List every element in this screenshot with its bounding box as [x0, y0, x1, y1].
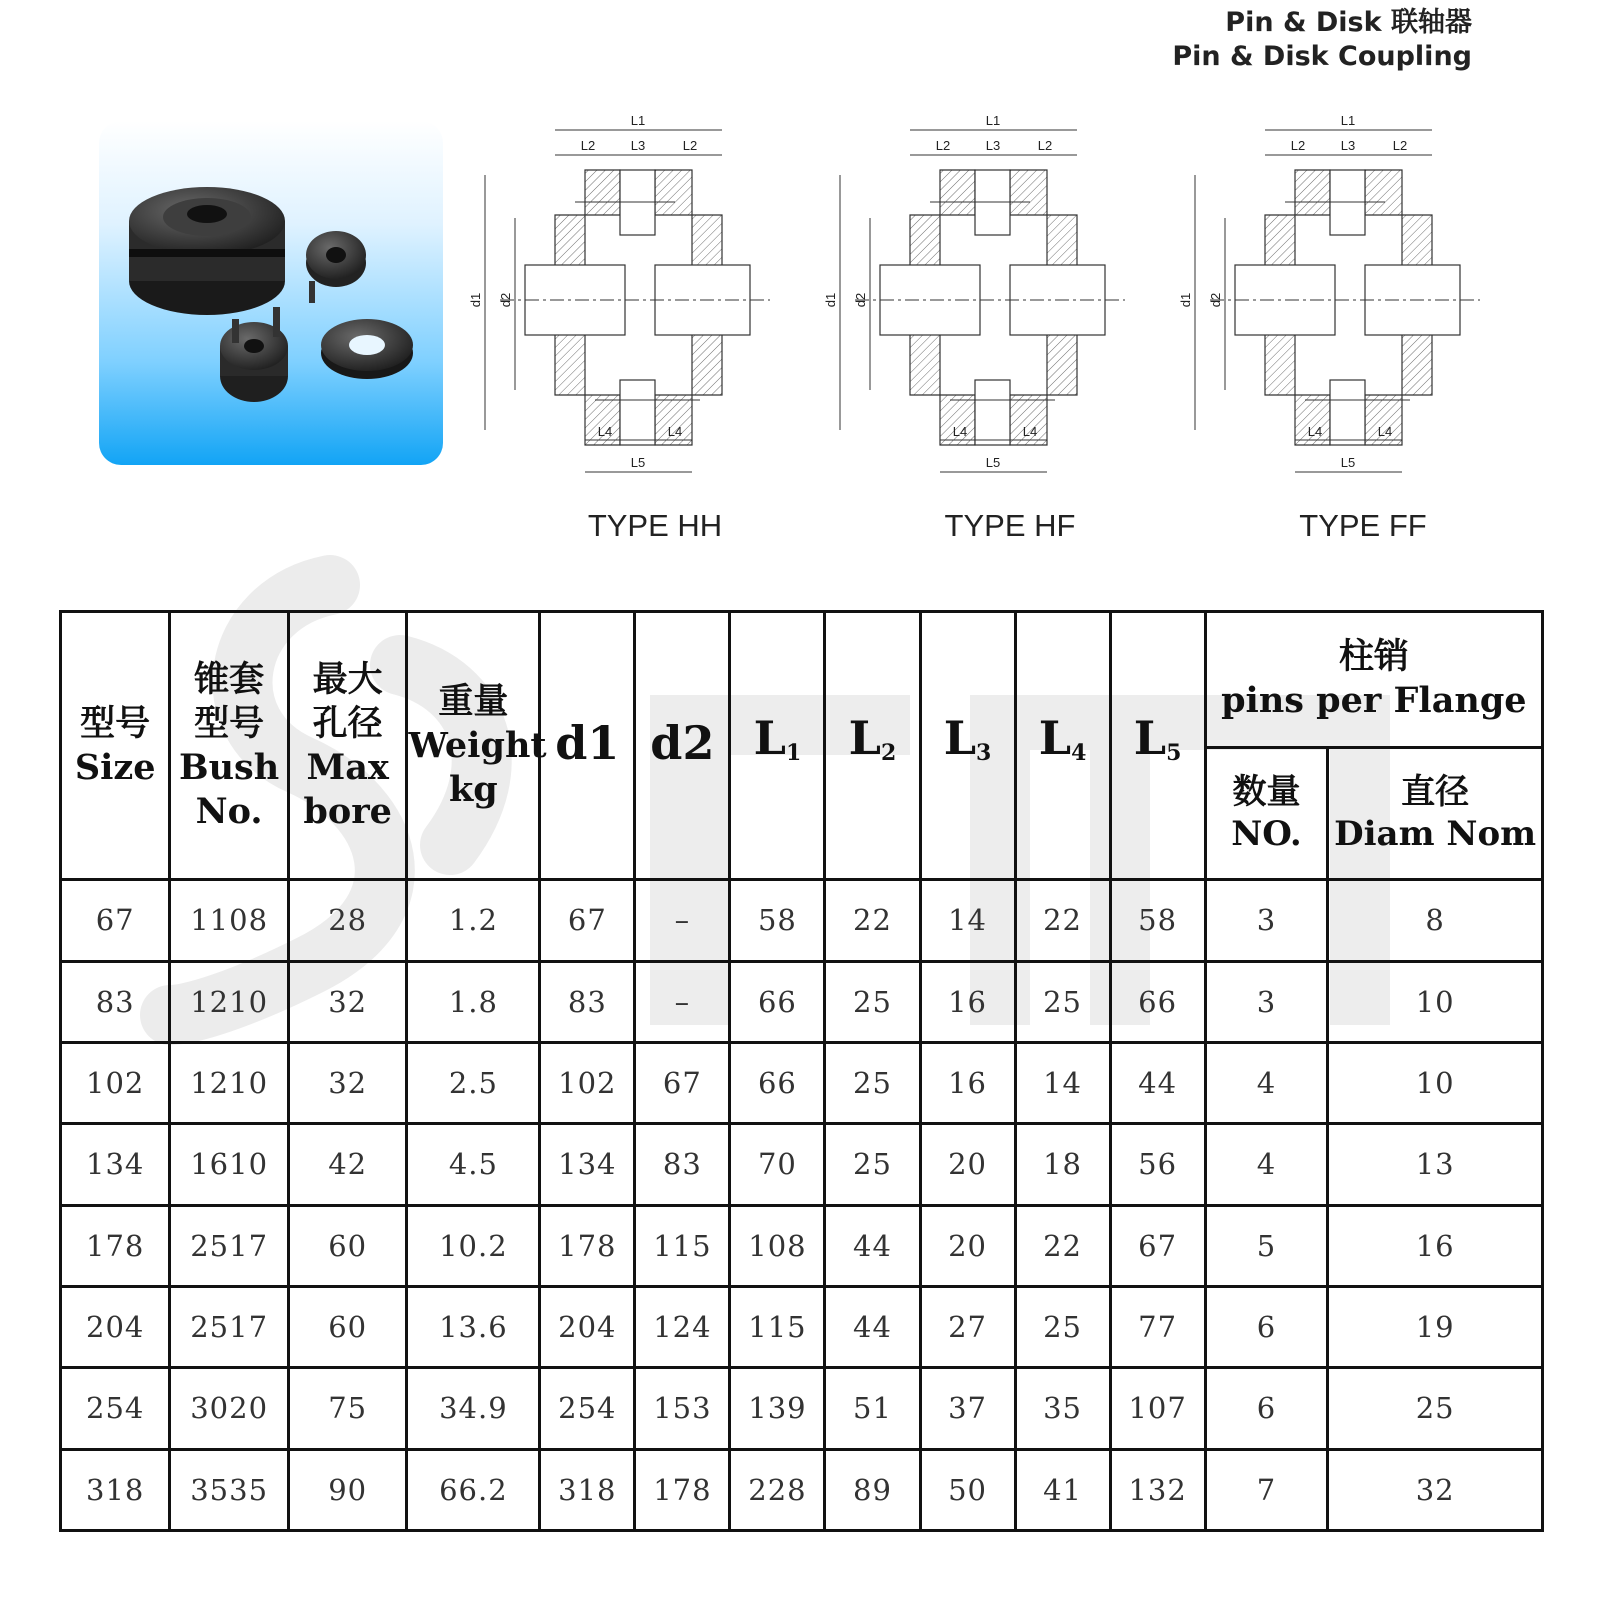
header-bush-en1: Bush — [179, 746, 280, 788]
table-cell: 3 — [1205, 961, 1328, 1042]
label-l2-left: L2 — [1290, 138, 1306, 153]
table-cell: 89 — [825, 1449, 920, 1530]
table-cell: 50 — [920, 1449, 1015, 1530]
table-cell: 25 — [1015, 961, 1110, 1042]
table-cell: 20 — [920, 1124, 1015, 1205]
header-l5-letter: L — [1133, 711, 1167, 766]
label-l4-left: L4 — [1307, 424, 1323, 439]
table-cell: 318 — [540, 1449, 635, 1530]
header-size-cn: 型号 — [80, 702, 151, 744]
table-row — [61, 1286, 1543, 1367]
table-cell: 22 — [825, 880, 920, 961]
table-cell: 3020 — [170, 1368, 289, 1449]
table-cell: 83 — [540, 961, 635, 1042]
type-ff-label: TYPE FF — [1299, 508, 1427, 543]
table-cell: 1.8 — [407, 961, 540, 1042]
product-photo — [99, 121, 443, 465]
header-l5-sub: 5 — [1166, 740, 1182, 767]
table-cell: 35 — [1015, 1368, 1110, 1449]
header-l1-sub: 1 — [785, 740, 802, 767]
header-diam-en: Diam Nom — [1334, 814, 1537, 855]
table-row — [61, 961, 1543, 1042]
header-d2-text: d2 — [650, 716, 715, 771]
label-d1: d1 — [468, 292, 483, 308]
table-cell: 58 — [1110, 880, 1205, 961]
table-cell: 2517 — [170, 1205, 289, 1286]
table-cell: 10 — [1328, 1042, 1543, 1123]
table-cell: 22 — [1015, 1205, 1110, 1286]
label-l2-left: L2 — [935, 138, 951, 153]
label-l3: L3 — [1340, 138, 1356, 153]
header-no-en: NO. — [1231, 814, 1302, 855]
table-cell: 60 — [288, 1205, 407, 1286]
header-size-en: Size — [74, 746, 156, 788]
table-cell: 66 — [1110, 961, 1205, 1042]
label-l2-right: L2 — [1037, 138, 1053, 153]
label-l5: L5 — [630, 455, 646, 470]
header-bore-en2: bore — [303, 790, 392, 832]
table-cell: 25 — [825, 1042, 920, 1123]
table-cell: 153 — [635, 1368, 730, 1449]
header-l1-letter: L — [753, 711, 786, 766]
header-l3-sub: 3 — [976, 740, 992, 767]
label-l2-right: L2 — [1392, 138, 1408, 153]
table-cell: 34.9 — [407, 1368, 540, 1449]
label-l4-right: L4 — [1022, 424, 1038, 439]
table-cell: 16 — [1328, 1205, 1543, 1286]
diagram-type-ff — [1180, 110, 1510, 490]
header-weight-unit: kg — [449, 768, 498, 810]
table-cell: 1210 — [170, 1042, 289, 1123]
table-cell: 83 — [61, 961, 170, 1042]
table-cell: 14 — [920, 880, 1015, 961]
label-l2-right: L2 — [682, 138, 698, 153]
header-bush — [170, 612, 289, 880]
disk-bottom — [620, 380, 655, 445]
header-d1-text: d1 — [555, 716, 620, 771]
table-cell: 3535 — [170, 1449, 289, 1530]
table-cell: 115 — [730, 1286, 825, 1367]
header-bush-cn2: 型号 — [194, 702, 265, 744]
label-l5: L5 — [1340, 455, 1356, 470]
table-cell: 28 — [288, 880, 407, 961]
table-cell: 115 — [635, 1205, 730, 1286]
table-cell: 139 — [730, 1368, 825, 1449]
label-l4-right: L4 — [1377, 424, 1393, 439]
table-cell: 77 — [1110, 1286, 1205, 1367]
table-cell: 67 — [61, 880, 170, 961]
disk-bottom — [1330, 380, 1365, 445]
table-cell: 4.5 — [407, 1124, 540, 1205]
table-cell: 67 — [540, 880, 635, 961]
table-cell: 102 — [540, 1042, 635, 1123]
label-l4-left: L4 — [597, 424, 613, 439]
table-row — [61, 1042, 1543, 1123]
table-cell: 44 — [825, 1286, 920, 1367]
header-l3 — [920, 612, 1015, 880]
header-l4-sub: 4 — [1071, 740, 1087, 767]
label-l3: L3 — [630, 138, 646, 153]
table-cell: 318 — [61, 1449, 170, 1530]
header-l2-sub: 2 — [880, 740, 897, 767]
label-l5: L5 — [985, 455, 1001, 470]
table-cell: 66 — [730, 961, 825, 1042]
table-cell: 228 — [730, 1449, 825, 1530]
table-cell: – — [635, 961, 730, 1042]
header-l4-letter: L — [1038, 711, 1072, 766]
label-d2: d2 — [853, 292, 868, 308]
label-l2-left: L2 — [580, 138, 596, 153]
label-d1: d1 — [823, 292, 838, 308]
table-cell: 60 — [288, 1286, 407, 1367]
table-cell: 132 — [1110, 1449, 1205, 1530]
table-cell: 1610 — [170, 1124, 289, 1205]
table-cell: 70 — [730, 1124, 825, 1205]
table-cell: 10 — [1328, 961, 1543, 1042]
header-d2 — [635, 612, 730, 880]
table-cell: 3 — [1205, 880, 1328, 961]
table-cell: 25 — [825, 961, 920, 1042]
table-cell: 67 — [1110, 1205, 1205, 1286]
table-cell: 66 — [730, 1042, 825, 1123]
header-diam-cn: 直径 — [1401, 772, 1470, 813]
table-cell: 25 — [1015, 1286, 1110, 1367]
table-cell: 254 — [61, 1368, 170, 1449]
header-l2 — [825, 612, 920, 880]
table-cell: 254 — [540, 1368, 635, 1449]
table-cell: 178 — [635, 1449, 730, 1530]
table-cell: 134 — [540, 1124, 635, 1205]
table-cell: 20 — [920, 1205, 1015, 1286]
header-weight-en: Weight — [408, 724, 547, 766]
header-no-cn: 数量 — [1232, 772, 1301, 813]
table-cell: 4 — [1205, 1124, 1328, 1205]
header-bush-cn1: 锥套 — [194, 658, 265, 700]
table-cell: 108 — [730, 1205, 825, 1286]
diagram-type-hf — [825, 110, 1155, 490]
header-l4 — [1015, 612, 1110, 880]
header-l2-letter: L — [848, 711, 881, 766]
table-cell: 18 — [1015, 1124, 1110, 1205]
table-cell: 56 — [1110, 1124, 1205, 1205]
table-cell: 41 — [1015, 1449, 1110, 1530]
table-cell: 1210 — [170, 961, 289, 1042]
table-row — [61, 880, 1543, 961]
label-l4-left: L4 — [952, 424, 968, 439]
header-pins-en: pins per Flange — [1221, 680, 1527, 722]
table-row — [61, 1449, 1543, 1530]
table-cell: 27 — [920, 1286, 1015, 1367]
header-bore-cn1: 最大 — [312, 658, 383, 700]
label-d2: d2 — [498, 292, 513, 308]
header-bore-cn2: 孔径 — [312, 702, 383, 744]
table-cell: 22 — [1015, 880, 1110, 961]
table-cell: 13.6 — [407, 1286, 540, 1367]
table-cell: 10.2 — [407, 1205, 540, 1286]
label-d1: d1 — [1178, 292, 1193, 308]
table-cell: 32 — [1328, 1449, 1543, 1530]
header-pin-count — [1205, 747, 1328, 880]
header-pins — [1205, 612, 1542, 748]
table-cell: 19 — [1328, 1286, 1543, 1367]
disk-bottom — [975, 380, 1010, 445]
table-cell: 13 — [1328, 1124, 1543, 1205]
header-weight-cn: 重量 — [438, 680, 509, 722]
table-cell: 2.5 — [407, 1042, 540, 1123]
label-l4-right: L4 — [667, 424, 683, 439]
table-cell: 134 — [61, 1124, 170, 1205]
table-cell: 107 — [1110, 1368, 1205, 1449]
label-l1: L1 — [1340, 113, 1356, 128]
table-cell: 1108 — [170, 880, 289, 961]
type-hf-label: TYPE HF — [944, 508, 1076, 543]
table-cell: 16 — [920, 1042, 1015, 1123]
table-cell: 25 — [1328, 1368, 1543, 1449]
table-cell: 32 — [288, 961, 407, 1042]
table-cell: 102 — [61, 1042, 170, 1123]
table-row — [61, 1124, 1543, 1205]
header-weight — [407, 612, 547, 880]
table-cell: 204 — [61, 1286, 170, 1367]
header-l1 — [730, 612, 825, 880]
diagram-type-hh — [470, 110, 800, 490]
header-bore-en1: Max — [306, 746, 389, 788]
table-cell: 67 — [635, 1042, 730, 1123]
table-cell: 6 — [1205, 1368, 1328, 1449]
header-d1 — [540, 612, 635, 880]
label-l1: L1 — [630, 113, 646, 128]
table-cell: 204 — [540, 1286, 635, 1367]
table-row — [61, 1205, 1543, 1286]
label-l1: L1 — [985, 113, 1001, 128]
table-cell: 6 — [1205, 1286, 1328, 1367]
header-pins-cn: 柱销 — [1338, 636, 1409, 678]
table-body — [61, 880, 1543, 1531]
header-l5 — [1110, 612, 1205, 880]
type-hh-label: TYPE HH — [587, 508, 723, 543]
table-cell: 58 — [730, 880, 825, 961]
table-cell: 1.2 — [407, 880, 540, 961]
table-cell: 90 — [288, 1449, 407, 1530]
header-bush-en2: No. — [195, 790, 263, 832]
table-cell: 14 — [1015, 1042, 1110, 1123]
coupling-parts-image — [99, 121, 443, 465]
table-cell: – — [635, 880, 730, 961]
table-cell: 25 — [825, 1124, 920, 1205]
label-d2: d2 — [1208, 292, 1223, 308]
header-l3-letter: L — [943, 711, 977, 766]
table-cell: 66.2 — [407, 1449, 540, 1530]
table-cell: 4 — [1205, 1042, 1328, 1123]
table-row — [61, 1368, 1543, 1449]
page-header — [1172, 6, 1472, 74]
table-cell: 178 — [61, 1205, 170, 1286]
spec-table — [59, 610, 1544, 1532]
table-cell: 16 — [920, 961, 1015, 1042]
table-cell: 2517 — [170, 1286, 289, 1367]
header-size — [61, 612, 170, 880]
table-cell: 32 — [288, 1042, 407, 1123]
header-max-bore — [288, 612, 407, 880]
table-cell: 7 — [1205, 1449, 1328, 1530]
table-cell: 37 — [920, 1368, 1015, 1449]
table-cell: 178 — [540, 1205, 635, 1286]
title-english: Pin & Disk Coupling — [1172, 41, 1472, 72]
table-cell: 44 — [1110, 1042, 1205, 1123]
table-cell: 42 — [288, 1124, 407, 1205]
table-cell: 124 — [635, 1286, 730, 1367]
title-chinese: Pin & Disk 联轴器 — [1225, 7, 1472, 38]
header-pin-diam — [1328, 747, 1543, 880]
table-cell: 75 — [288, 1368, 407, 1449]
table-cell: 83 — [635, 1124, 730, 1205]
table-cell: 51 — [825, 1368, 920, 1449]
table-cell: 44 — [825, 1205, 920, 1286]
table-cell: 5 — [1205, 1205, 1328, 1286]
label-l3: L3 — [985, 138, 1001, 153]
table-cell: 8 — [1328, 880, 1543, 961]
